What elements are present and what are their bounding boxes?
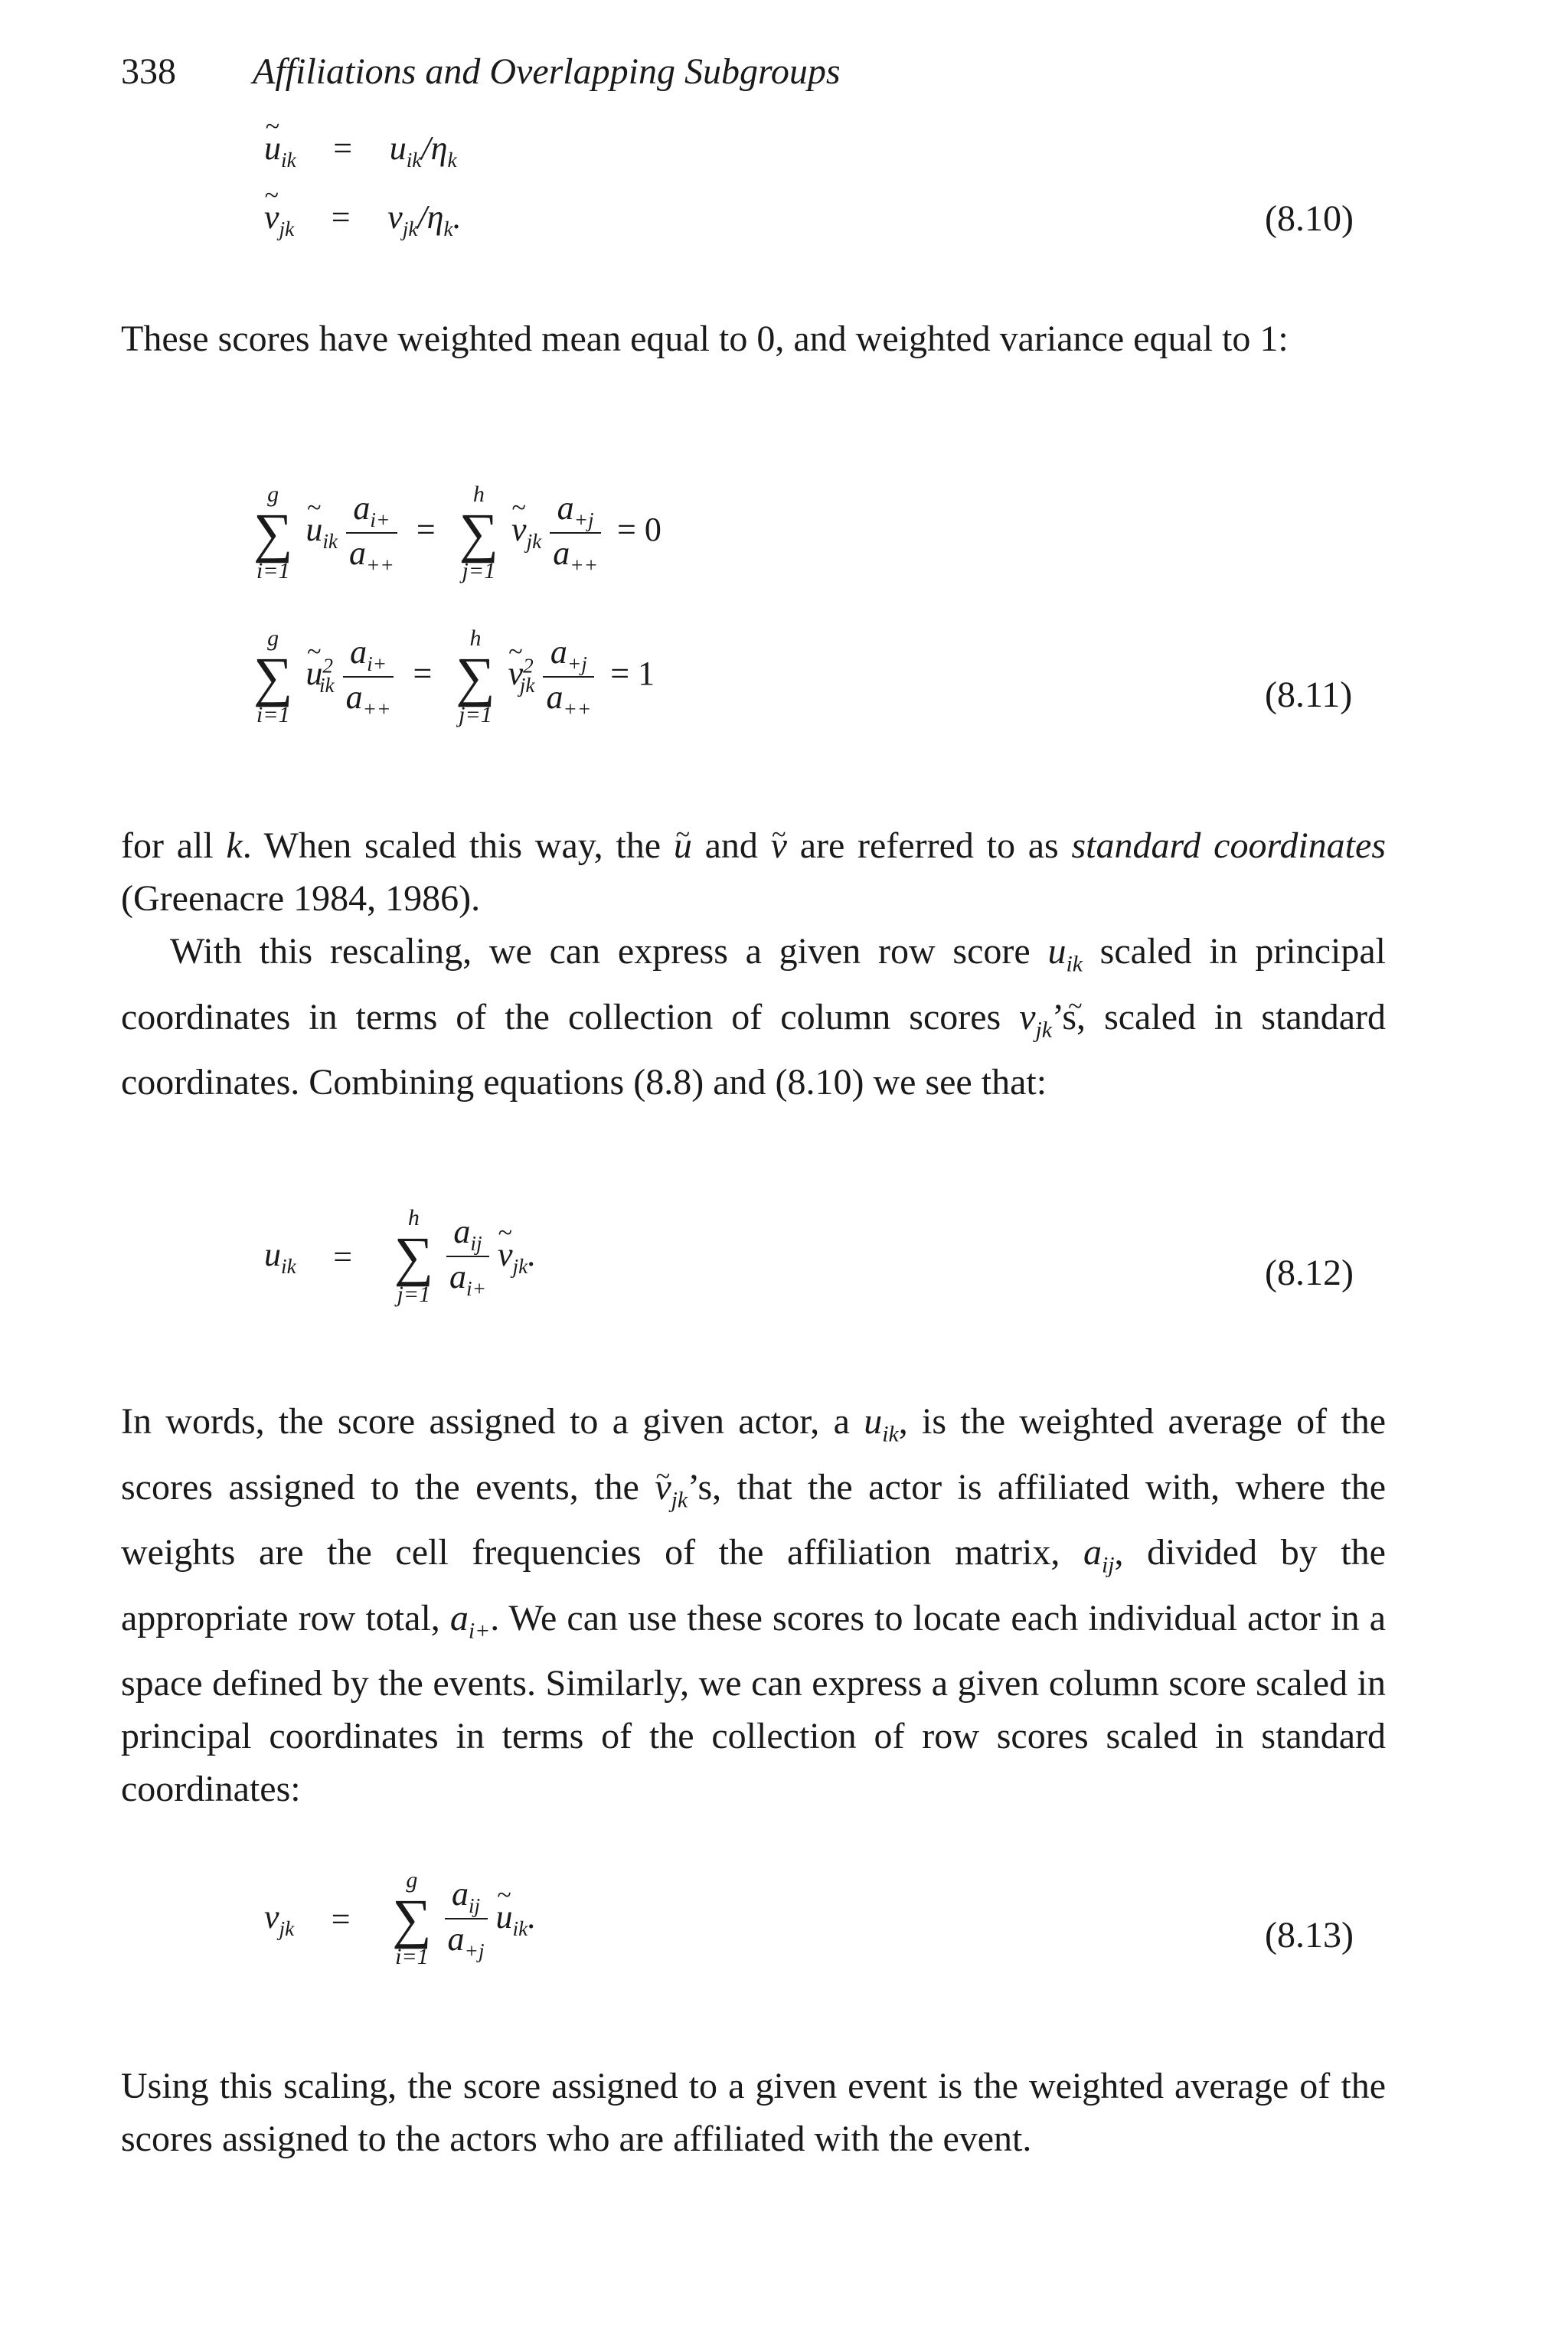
paragraph-4	[121, 1395, 1386, 1815]
term-standard-coordinates: standard coordinates	[1071, 825, 1386, 866]
equation-8-11-rhs-zero: = 0	[617, 511, 662, 549]
equation-8-11-line-1: g ∑ i=1 ~ $u_{ik}$ $\frac{a_{i+}}{a_{++}}$ = h ∑ j=1 ~ $v_{jk}$ $\frac{a_{+j}}{a_{++}}$ = 0	[249, 482, 662, 583]
paragraph-1	[121, 312, 1386, 365]
paragraph-2	[121, 819, 1386, 1109]
equation-8-10-line-1: ~ $u_{ik} = u_{ik}/\eta_k$	[264, 129, 457, 172]
paragraph-2-text: for all k. When scaled this way, the ~ u and ~ v are referred to as standard coordinates (Greenacre 1984, 1986).	[121, 819, 1386, 925]
equation-8-12: $u_{ik}$ = h ∑ j=1 $\frac{a_{ij}}{a_{i+}}$ ~ $v_{jk}$.	[264, 1206, 536, 1307]
equation-number-8-10: (8.10)	[1265, 198, 1354, 239]
page-number: 338	[121, 51, 176, 92]
paragraph-4-text: In words, the score assigned to a given actor, a $u_{ik}$, is the weighted average of the scores assigned to the events, the ~ $v_{jk}’s$, that the actor is affiliated with, where the weights are the cell frequencies of the affiliation matrix, $a_{ij}$, divided by the appropriate row total, $a_{i+}$. We can use these scores to locate each individual actor in a space defined by the events. Similarly, we can express a given column score scaled in principal coordinates in terms of the collection of row scores scaled in standard coordinates:	[121, 1395, 1386, 1815]
equation-8-11-line-2: g ∑ i=1 ~ $u^2_{ik}$ $\frac{a_{i+}}{a_{++}}$ = h ∑ j=1 ~ $v^2_{jk}$ $\frac{a_{+j}}{a_{++}}$ = 1	[249, 626, 655, 727]
paragraph-5	[121, 2060, 1386, 2165]
equation-number-8-11: (8.11)	[1265, 675, 1353, 715]
paragraph-3-text: With this rescaling, we can express a given row score $u_{ik}$ scaled in principal coordinates in terms of the collection of column scores ~ $v_{jk}’s$, scaled in standard coordinates. Combining equations (8.8) and (8.10) we see that:	[121, 925, 1386, 1109]
running-header	[121, 51, 841, 93]
equation-8-11-rhs-one: = 1	[610, 655, 655, 693]
equation-8-13: $v_{jk}$ = g ∑ i=1 $\frac{a_{ij}}{a_{+j}}$ ~ $u_{ik}$.	[264, 1868, 536, 1969]
equation-number-8-13: (8.13)	[1265, 1915, 1354, 1955]
running-title: Affiliations and Overlapping Subgroups	[253, 51, 841, 92]
equation-8-10-line-2: ~ $v_{jk} = v_{jk}/\eta_k$.	[264, 198, 462, 241]
paragraph-5-text: Using this scaling, the score assigned to a given event is the weighted average of the scores assigned to the actors who are affiliated with the event.	[121, 2066, 1386, 2159]
equation-number-8-12: (8.12)	[1265, 1253, 1354, 1293]
paragraph-1-text: These scores have weighted mean equal to 0, and weighted variance equal to 1:	[121, 319, 1289, 359]
